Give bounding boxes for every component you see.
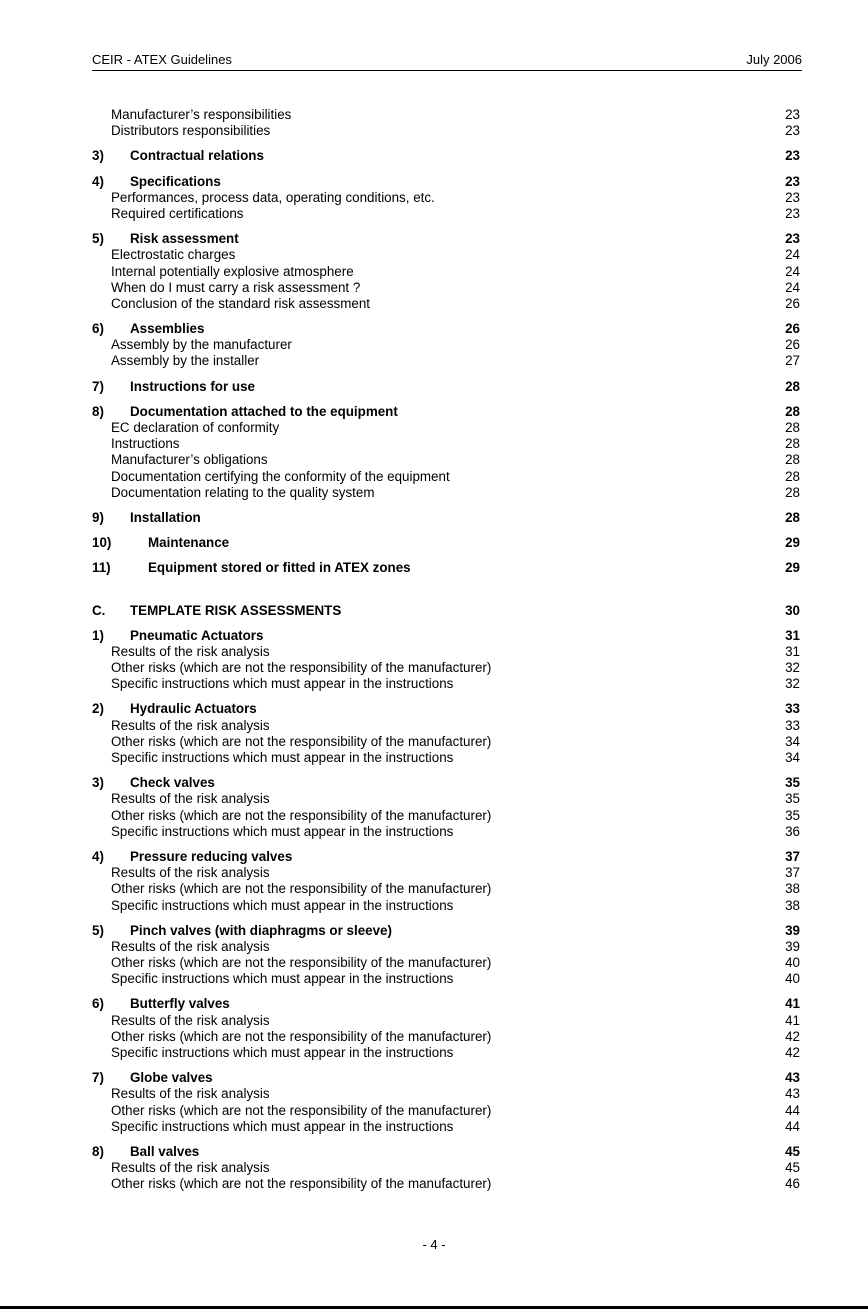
toc-entry-title: Results of the risk analysis (111, 1086, 270, 1102)
toc-entry-title: When do I must carry a risk assessment ? (111, 279, 361, 295)
toc-entry-title: Specific instructions which must appear in the instructions (111, 823, 454, 839)
toc-heading-title: Maintenance (148, 535, 230, 551)
toc-entry-page: 43 (785, 1086, 800, 1102)
toc-entry-title: Other risks (which are not the responsibility of the manufacturer) (111, 807, 492, 823)
toc-group (92, 775, 800, 840)
toc-heading-number: 6) (92, 321, 104, 337)
toc-heading-number: 9) (92, 509, 104, 525)
toc-group (92, 560, 800, 576)
toc-entry-row[interactable] (92, 469, 800, 485)
toc-group (92, 923, 800, 988)
toc-entry-page: 23 (785, 189, 800, 205)
toc-heading-page: 37 (785, 848, 800, 864)
toc-entry-title: Specific instructions which must appear in the instructions (111, 897, 454, 913)
toc-entry-page: 23 (785, 205, 800, 221)
toc-heading-title: Globe valves (130, 1070, 213, 1086)
toc-entry-row[interactable] (92, 718, 800, 734)
toc-entry-title: Required certifications (111, 205, 244, 221)
toc-entry-row[interactable] (92, 206, 800, 222)
toc-entry-title: Specific instructions which must appear in the instructions (111, 676, 454, 692)
toc-entry-row[interactable] (92, 247, 800, 263)
toc-entry-row[interactable] (92, 676, 800, 692)
toc-heading-page: 28 (785, 378, 800, 394)
toc-entry-page: 44 (785, 1118, 800, 1134)
toc-entry-row[interactable] (92, 353, 800, 369)
toc-group (92, 148, 800, 164)
toc-heading-row[interactable] (92, 1070, 800, 1086)
toc-heading-row[interactable] (92, 701, 800, 717)
toc-entry-row[interactable] (92, 865, 800, 881)
toc-heading-row[interactable] (92, 231, 800, 247)
toc-entry-title: Results of the risk analysis (111, 791, 270, 807)
toc-entry-page: 36 (785, 823, 800, 839)
toc-entry-page: 40 (785, 955, 800, 971)
toc-group (92, 996, 800, 1061)
toc-entry-page: 38 (785, 897, 800, 913)
toc-heading-page: 29 (785, 560, 800, 576)
toc-entry-title: Other risks (which are not the responsibility of the manufacturer) (111, 660, 492, 676)
toc-heading-number: 7) (92, 378, 104, 394)
toc-entry-row[interactable] (92, 337, 800, 353)
toc-heading-page: 41 (785, 996, 800, 1012)
toc-entry-page: 35 (785, 791, 800, 807)
toc-entry-title: Manufacturer’s obligations (111, 452, 268, 468)
toc-entry-row[interactable] (92, 123, 800, 139)
bottom-rule (0, 1306, 868, 1309)
toc-entry-page: 32 (785, 676, 800, 692)
toc-heading-number: 1) (92, 627, 104, 643)
toc-heading-row[interactable] (92, 560, 800, 576)
toc-heading-page: 31 (785, 627, 800, 643)
toc-entry-title: Results of the risk analysis (111, 865, 270, 881)
toc-entry-row[interactable] (92, 1086, 800, 1102)
toc-entry-title: Instructions (111, 436, 180, 452)
toc-group (92, 404, 800, 501)
toc-entry-page: 28 (785, 452, 800, 468)
toc-heading-title: Specifications (130, 173, 221, 189)
toc-group (92, 701, 800, 766)
toc-entry-page: 24 (785, 247, 800, 263)
toc-entry-row[interactable] (92, 107, 800, 123)
toc-entry-title: Specific instructions which must appear in the instructions (111, 750, 454, 765)
toc-heading-row[interactable] (92, 174, 800, 190)
toc-heading-title: Instructions for use (130, 378, 255, 394)
toc-entry-title: Conclusion of the standard risk assessment (111, 295, 371, 311)
toc-heading-number: 3) (92, 148, 104, 164)
toc-entry-page: 24 (785, 263, 800, 279)
toc-entry-page: 27 (785, 353, 800, 369)
toc-heading-row[interactable] (92, 148, 800, 164)
toc-entry-row[interactable] (92, 452, 800, 468)
toc-heading-number: 5) (92, 922, 104, 938)
toc-heading-number: 6) (92, 996, 104, 1012)
toc-entry-title: Results of the risk analysis (111, 1160, 270, 1176)
toc-entry-row[interactable] (92, 808, 800, 824)
toc-group (92, 321, 800, 370)
toc-entry-title: Electrostatic charges (111, 247, 236, 263)
toc-entry-page: 32 (785, 660, 800, 676)
toc-entry-page: 28 (785, 436, 800, 452)
toc-heading-title: Pinch valves (with diaphragms or sleeve) (130, 922, 392, 938)
toc-heading-page: 35 (785, 775, 800, 791)
toc-entry-row[interactable] (92, 436, 800, 452)
toc-group (92, 535, 800, 551)
toc-entry-title: Other risks (which are not the responsibility of the manufacturer) (111, 881, 492, 897)
toc-heading-number: 8) (92, 1143, 104, 1159)
table-of-contents (92, 107, 800, 1202)
toc-entry-page: 26 (785, 295, 800, 311)
toc-entry-title: Other risks (which are not the responsibility of the manufacturer) (111, 733, 492, 749)
toc-entry-page: 45 (785, 1160, 800, 1176)
toc-heading-number: C. (92, 602, 106, 618)
toc-entry-title: Results of the risk analysis (111, 643, 270, 659)
toc-entry-title: Results of the risk analysis (111, 938, 270, 954)
toc-entry-title: Results of the risk analysis (111, 1012, 270, 1028)
toc-entry-title: Other risks (which are not the responsibility of the manufacturer) (111, 1028, 492, 1044)
toc-entry-row[interactable] (92, 644, 800, 660)
toc-heading-page: 23 (785, 148, 800, 164)
toc-entry-title: Results of the risk analysis (111, 717, 270, 733)
toc-heading-row[interactable] (92, 628, 800, 644)
toc-entry-title: Documentation relating to the quality system (111, 484, 375, 500)
toc-heading-row[interactable] (92, 510, 800, 526)
toc-heading-number: 5) (92, 231, 104, 247)
toc-entry-row[interactable] (92, 939, 800, 955)
toc-heading-page: 28 (785, 509, 800, 525)
toc-entry-title: Other risks (which are not the responsibility of the manufacturer) (111, 1176, 492, 1192)
toc-entry-row[interactable] (92, 1160, 800, 1176)
toc-entry-row[interactable] (92, 1045, 800, 1061)
toc-entry-page: 37 (785, 865, 800, 881)
toc-heading-row[interactable] (92, 379, 800, 395)
toc-entry-row[interactable] (92, 485, 800, 501)
toc-entry-title: Other risks (which are not the responsibility of the manufacturer) (111, 1102, 492, 1118)
toc-group (92, 628, 800, 693)
toc-heading-page: 29 (785, 535, 800, 551)
toc-heading-title: Hydraulic Actuators (130, 701, 257, 717)
toc-entry-page: 23 (785, 123, 800, 139)
toc-entry-title: EC declaration of conformity (111, 420, 280, 435)
toc-heading-title: Risk assessment (130, 231, 239, 247)
header-document-title: CEIR - ATEX Guidelines (92, 52, 232, 67)
toc-entry-row[interactable] (92, 280, 800, 296)
toc-heading-row[interactable] (92, 775, 800, 791)
toc-entry-title: Distributors responsibilities (111, 123, 271, 139)
toc-heading-row[interactable] (92, 535, 800, 551)
toc-entry-page: 42 (785, 1045, 800, 1060)
toc-entry-title: Other risks (which are not the responsibility of the manufacturer) (111, 955, 492, 971)
toc-group (92, 174, 800, 223)
toc-heading-title: Check valves (130, 775, 215, 791)
toc-heading-title: Installation (130, 509, 201, 525)
toc-entry-page: 42 (785, 1028, 800, 1044)
toc-heading-page: 43 (785, 1070, 800, 1086)
toc-heading-row[interactable] (92, 321, 800, 337)
toc-entry-title: Specific instructions which must appear in the instructions (111, 1118, 454, 1134)
toc-entry-page: 40 (785, 971, 800, 987)
toc-heading-number: 3) (92, 775, 104, 791)
toc-heading-title: Pneumatic Actuators (130, 627, 264, 643)
toc-entry-page: 33 (785, 717, 800, 733)
toc-group (92, 510, 800, 526)
toc-heading-page: 33 (785, 701, 800, 717)
toc-entry-page: 39 (785, 938, 800, 954)
toc-entry-row[interactable] (92, 296, 800, 312)
toc-entry-page: 44 (785, 1102, 800, 1118)
toc-entry-row[interactable] (92, 190, 800, 206)
toc-heading-page: 30 (785, 602, 800, 618)
toc-heading-row[interactable] (92, 603, 800, 619)
toc-entry-title: Specific instructions which must appear in the instructions (111, 1045, 454, 1060)
toc-entry-page: 34 (785, 733, 800, 749)
toc-entry-title: Manufacturer’s responsibilities (111, 107, 292, 122)
toc-group (92, 1070, 800, 1135)
toc-entry-page: 46 (785, 1176, 800, 1192)
toc-entry-row[interactable] (92, 420, 800, 436)
toc-heading-row[interactable] (92, 996, 800, 1012)
toc-heading-title: Documentation attached to the equipment (130, 403, 398, 419)
toc-group (92, 107, 800, 139)
toc-entry-row[interactable] (92, 791, 800, 807)
toc-heading-title: Butterfly valves (130, 996, 230, 1012)
toc-group (92, 379, 800, 395)
toc-entry-row[interactable] (92, 264, 800, 280)
toc-heading-number: 8) (92, 403, 104, 419)
toc-entry-row[interactable] (92, 1013, 800, 1029)
toc-heading-title: TEMPLATE RISK ASSESSMENTS (130, 602, 342, 618)
toc-heading-row[interactable] (92, 849, 800, 865)
toc-entry-page: 34 (785, 750, 800, 765)
toc-entry-page: 31 (785, 643, 800, 659)
toc-entry-row[interactable] (92, 881, 800, 897)
toc-group (92, 1144, 800, 1193)
toc-entry-row[interactable] (92, 1119, 800, 1135)
toc-entry-row[interactable] (92, 955, 800, 971)
toc-entry-page: 35 (785, 807, 800, 823)
toc-group (92, 849, 800, 914)
toc-entry-page: 23 (785, 107, 800, 122)
toc-heading-page: 28 (785, 403, 800, 419)
toc-entry-title: Specific instructions which must appear in the instructions (111, 971, 454, 987)
toc-entry-row[interactable] (92, 898, 800, 914)
toc-heading-row[interactable] (92, 923, 800, 939)
toc-entry-page: 24 (785, 279, 800, 295)
toc-entry-page: 28 (785, 420, 800, 435)
toc-heading-title: Ball valves (130, 1143, 200, 1159)
toc-group (92, 231, 800, 312)
toc-entry-title: Documentation certifying the conformity of the equipment (111, 468, 450, 484)
page-header (92, 52, 802, 71)
toc-entry-row[interactable] (92, 1176, 800, 1192)
toc-entry-row[interactable] (92, 750, 800, 766)
toc-entry-row[interactable] (92, 971, 800, 987)
toc-heading-row[interactable] (92, 1144, 800, 1160)
toc-entry-row[interactable] (92, 734, 800, 750)
toc-heading-number: 10) (92, 535, 112, 551)
toc-entry-row[interactable] (92, 824, 800, 840)
toc-heading-row[interactable] (92, 404, 800, 420)
toc-heading-title: Pressure reducing valves (130, 848, 293, 864)
toc-heading-number: 7) (92, 1070, 104, 1086)
toc-heading-page: 23 (785, 231, 800, 247)
toc-group (92, 603, 800, 619)
toc-entry-title: Assembly by the installer (111, 353, 260, 369)
toc-entry-page: 38 (785, 881, 800, 897)
toc-heading-page: 26 (785, 321, 800, 337)
toc-entry-title: Assembly by the manufacturer (111, 337, 292, 353)
toc-heading-page: 45 (785, 1143, 800, 1159)
toc-entry-row[interactable] (92, 660, 800, 676)
toc-heading-number: 4) (92, 173, 104, 189)
toc-heading-title: Contractual relations (130, 148, 264, 164)
header-date: July 2006 (746, 52, 802, 67)
toc-entry-page: 26 (785, 337, 800, 353)
toc-heading-number: 4) (92, 848, 104, 864)
toc-entry-page: 28 (785, 484, 800, 500)
toc-entry-page: 28 (785, 468, 800, 484)
toc-entry-title: Performances, process data, operating conditions, etc. (111, 189, 435, 205)
toc-entry-row[interactable] (92, 1029, 800, 1045)
toc-heading-title: Assemblies (130, 321, 205, 337)
toc-heading-number: 11) (92, 560, 111, 576)
toc-heading-page: 23 (785, 173, 800, 189)
toc-heading-page: 39 (785, 922, 800, 938)
toc-entry-page: 41 (785, 1012, 800, 1028)
toc-heading-number: 2) (92, 701, 104, 717)
toc-heading-title: Equipment stored or fitted in ATEX zones (148, 560, 411, 576)
page-number: - 4 - (422, 1237, 446, 1252)
toc-entry-title: Internal potentially explosive atmosphere (111, 263, 354, 279)
toc-entry-row[interactable] (92, 1103, 800, 1119)
